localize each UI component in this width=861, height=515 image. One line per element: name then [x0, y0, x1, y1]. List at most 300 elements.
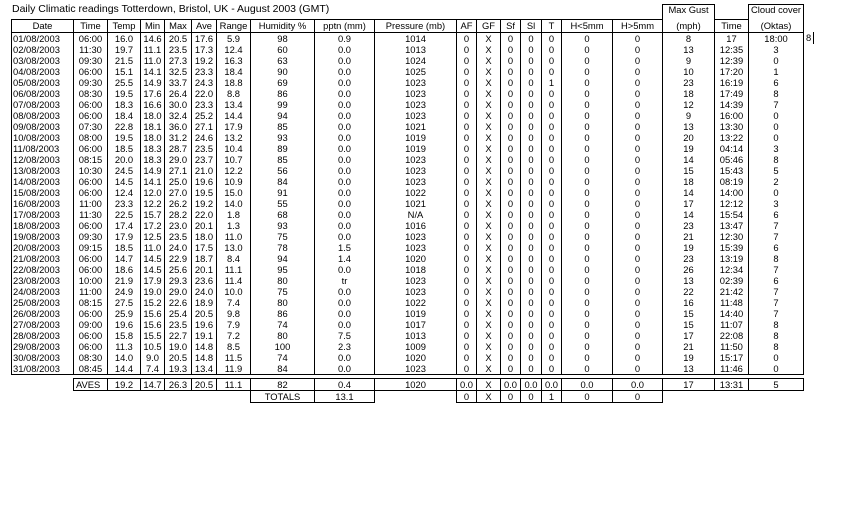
- table-cell: 17.6: [192, 32, 217, 44]
- table-cell: 0: [501, 363, 521, 375]
- table-cell: 0.0: [315, 264, 375, 275]
- table-cell: 08:15: [74, 154, 108, 165]
- table-cell: 94: [251, 253, 315, 264]
- table-cell: 12.2: [217, 165, 251, 176]
- table-cell: 0: [501, 198, 521, 209]
- table-cell: 13.0: [217, 242, 251, 253]
- table-cell: 15:54: [715, 209, 749, 220]
- averages-row: [12, 378, 814, 390]
- empty-cell: [108, 390, 141, 402]
- table-row: [12, 242, 814, 253]
- table-cell: 0: [542, 275, 562, 286]
- table-cell: 17.9: [217, 121, 251, 132]
- table-cell: 0: [542, 55, 562, 66]
- table-cell: 1023: [375, 88, 457, 99]
- max-gust-header: Max Gust: [663, 5, 715, 20]
- table-cell: 0: [457, 319, 477, 330]
- table-cell: 24.3: [192, 77, 217, 88]
- table-cell: 9: [663, 55, 715, 66]
- aves-h_gt5: 0.0: [613, 378, 663, 390]
- col-h-gt5: H>5mm: [613, 19, 663, 32]
- table-row: [12, 286, 814, 297]
- table-row: [12, 77, 814, 88]
- table-cell: 0: [457, 308, 477, 319]
- table-cell: 0: [562, 66, 613, 77]
- table-cell: 04:14: [715, 143, 749, 154]
- aves-h_lt5: 0.0: [562, 378, 613, 390]
- col-pressure: Pressure (mb): [375, 19, 457, 32]
- table-cell: 0: [521, 264, 542, 275]
- table-cell: 11.0: [141, 242, 165, 253]
- table-cell: X: [477, 176, 501, 187]
- table-cell: 0.0: [315, 143, 375, 154]
- table-row: [12, 66, 814, 77]
- table-cell: 0: [501, 165, 521, 176]
- table-cell: 17.6: [141, 88, 165, 99]
- table-cell: 7: [749, 99, 804, 110]
- table-cell: 22/08/2003: [12, 264, 74, 275]
- table-cell: 19.5: [192, 187, 217, 198]
- table-cell: 0: [542, 330, 562, 341]
- table-cell: 0: [521, 297, 542, 308]
- table-cell: 0: [457, 253, 477, 264]
- table-cell: 0: [562, 341, 613, 352]
- table-cell: 15:39: [715, 242, 749, 253]
- aves-sl: 0.0: [521, 378, 542, 390]
- col-max: Max: [165, 19, 192, 32]
- table-cell: X: [477, 242, 501, 253]
- table-cell: 93: [251, 132, 315, 143]
- table-cell: 15: [663, 165, 715, 176]
- table-cell: 0: [501, 32, 521, 44]
- table-cell: 0: [521, 209, 542, 220]
- table-cell: 0: [613, 99, 663, 110]
- table-cell: 12.5: [141, 231, 165, 242]
- table-cell: 0: [521, 99, 542, 110]
- table-cell: 12:34: [715, 264, 749, 275]
- aves-temp: 19.2: [108, 378, 141, 390]
- table-cell: 11.0: [141, 55, 165, 66]
- report-title: Daily Climatic readings Totterdown, Bristol, UK - August 2003 (GMT): [12, 3, 330, 15]
- table-cell: 0: [542, 110, 562, 121]
- table-cell: 84: [251, 176, 315, 187]
- table-cell: 3: [749, 143, 804, 154]
- table-cell: 25.0: [165, 176, 192, 187]
- table-cell: 11.0: [217, 231, 251, 242]
- table-cell: 17.9: [108, 231, 141, 242]
- table-cell: 7.2: [217, 330, 251, 341]
- table-cell: 15: [663, 319, 715, 330]
- totals-af: 0: [457, 390, 477, 402]
- table-cell: 22.0: [192, 209, 217, 220]
- table-cell: 0: [521, 330, 542, 341]
- table-cell: 0: [521, 88, 542, 99]
- table-cell: 8: [749, 319, 804, 330]
- table-cell: 20.5: [192, 308, 217, 319]
- table-cell: 36.0: [165, 121, 192, 132]
- table-cell: 22: [663, 286, 715, 297]
- table-cell: 9.8: [217, 308, 251, 319]
- table-cell: 0: [457, 330, 477, 341]
- table-cell: 10.0: [217, 286, 251, 297]
- table-cell: 8: [749, 253, 804, 264]
- table-cell: 0: [562, 330, 613, 341]
- table-cell: 0: [501, 319, 521, 330]
- table-cell: 14:39: [715, 99, 749, 110]
- table-cell: 0: [501, 110, 521, 121]
- table-row: [12, 220, 814, 231]
- table-cell: 1023: [375, 275, 457, 286]
- table-cell: 18.0: [141, 110, 165, 121]
- table-cell: 22.9: [165, 253, 192, 264]
- table-cell: 1023: [375, 99, 457, 110]
- table-cell: 20: [663, 132, 715, 143]
- col-t: T: [542, 19, 562, 32]
- table-cell: 13: [663, 363, 715, 375]
- table-cell: 13:47: [715, 220, 749, 231]
- table-cell: 100: [251, 341, 315, 352]
- col-date: Date: [12, 19, 74, 32]
- table-cell: 09/08/2003: [12, 121, 74, 132]
- table-cell: X: [477, 165, 501, 176]
- table-cell: 22.8: [108, 121, 141, 132]
- table-cell: 0: [521, 242, 542, 253]
- table-cell: 29.3: [165, 275, 192, 286]
- table-cell: 19.6: [192, 319, 217, 330]
- table-cell: 8: [749, 154, 804, 165]
- table-cell: 0: [542, 264, 562, 275]
- col-gust-unit: (mph): [663, 19, 715, 32]
- table-cell: 7.9: [217, 319, 251, 330]
- table-cell: 08/08/2003: [12, 110, 74, 121]
- totals-row: [12, 390, 814, 402]
- table-cell: 6: [749, 242, 804, 253]
- table-cell: X: [477, 55, 501, 66]
- table-cell: 0: [501, 341, 521, 352]
- table-cell: 0: [521, 231, 542, 242]
- table-cell: 02/08/2003: [12, 44, 74, 55]
- table-cell: X: [477, 220, 501, 231]
- table-cell: 0: [542, 198, 562, 209]
- table-cell: 0: [613, 154, 663, 165]
- table-cell: 0: [613, 143, 663, 154]
- table-cell: 18: [663, 176, 715, 187]
- table-cell: 24/08/2003: [12, 286, 74, 297]
- table-cell: 11:30: [74, 209, 108, 220]
- table-row: [12, 275, 814, 286]
- table-cell: X: [477, 198, 501, 209]
- table-cell: 1013: [375, 330, 457, 341]
- table-cell: 17.2: [141, 220, 165, 231]
- table-cell: 22.6: [165, 297, 192, 308]
- table-cell: 11.3: [108, 341, 141, 352]
- table-cell: 0: [562, 220, 613, 231]
- table-cell: 16: [663, 297, 715, 308]
- table-cell: 90: [251, 66, 315, 77]
- table-cell: 25.5: [108, 77, 141, 88]
- table-cell: 0: [613, 209, 663, 220]
- table-cell: 63: [251, 55, 315, 66]
- table-cell: 31.2: [165, 132, 192, 143]
- table-cell: 0: [562, 32, 613, 44]
- table-cell: 0: [521, 198, 542, 209]
- table-cell: 0: [613, 264, 663, 275]
- table-cell: 0: [613, 121, 663, 132]
- table-cell: 0: [521, 154, 542, 165]
- empty-cell: [12, 378, 74, 390]
- table-cell: 10:00: [74, 275, 108, 286]
- table-cell: 19.7: [108, 44, 141, 55]
- table-cell: 0: [613, 341, 663, 352]
- table-cell: X: [477, 253, 501, 264]
- table-cell: 14: [663, 209, 715, 220]
- table-cell: 21.0: [192, 165, 217, 176]
- table-cell: 8: [749, 341, 804, 352]
- table-cell: 25.2: [192, 110, 217, 121]
- table-cell: 1020: [375, 253, 457, 264]
- table-cell: 0: [562, 253, 613, 264]
- table-cell: 0: [521, 253, 542, 264]
- table-cell: 23.5: [165, 319, 192, 330]
- table-cell: 0: [613, 253, 663, 264]
- table-row: [12, 352, 814, 363]
- table-cell: 1017: [375, 319, 457, 330]
- table-cell: 0: [613, 110, 663, 121]
- table-cell: X: [477, 275, 501, 286]
- table-cell: 1023: [375, 242, 457, 253]
- table-cell: 0: [457, 286, 477, 297]
- table-cell: 0: [457, 231, 477, 242]
- table-cell: 18.1: [141, 121, 165, 132]
- table-cell: 17.9: [141, 275, 165, 286]
- aves-cloud: 5: [749, 378, 804, 390]
- table-cell: 15.1: [108, 66, 141, 77]
- table-cell: 0: [501, 66, 521, 77]
- table-cell: 0: [749, 132, 804, 143]
- table-cell: 20/08/2003: [12, 242, 74, 253]
- table-cell: 99: [251, 99, 315, 110]
- table-cell: 0.0: [315, 308, 375, 319]
- table-cell: 0: [749, 110, 804, 121]
- table-cell: 09:15: [74, 242, 108, 253]
- table-cell: 0: [501, 264, 521, 275]
- table-cell: 75: [251, 286, 315, 297]
- table-cell: 0.0: [315, 66, 375, 77]
- table-cell: 17:49: [715, 88, 749, 99]
- table-cell: 11.1: [141, 44, 165, 55]
- table-cell: 80: [251, 275, 315, 286]
- table-cell: X: [477, 341, 501, 352]
- table-cell: 0: [542, 32, 562, 44]
- table-cell: 0: [521, 55, 542, 66]
- table-cell: 13:19: [715, 253, 749, 264]
- table-cell: 17: [715, 32, 749, 44]
- table-cell: 6: [749, 275, 804, 286]
- table-cell: 23.3: [192, 66, 217, 77]
- table-cell: 7: [749, 286, 804, 297]
- totals-t: 1: [542, 390, 562, 402]
- table-cell: 14.6: [141, 32, 165, 44]
- table-cell: 56: [251, 165, 315, 176]
- table-cell: 0.0: [315, 297, 375, 308]
- table-cell: 1022: [375, 187, 457, 198]
- table-cell: 08:00: [74, 132, 108, 143]
- table-cell: X: [477, 32, 501, 44]
- table-cell: 06:00: [74, 220, 108, 231]
- table-row: [12, 319, 814, 330]
- table-cell: 5.9: [217, 32, 251, 44]
- table-cell: 0: [542, 132, 562, 143]
- table-cell: X: [477, 66, 501, 77]
- table-cell: 12.4: [217, 44, 251, 55]
- table-row: [12, 198, 814, 209]
- col-sl: Sl: [521, 19, 542, 32]
- table-cell: 14.5: [108, 176, 141, 187]
- table-cell: 0: [501, 275, 521, 286]
- table-cell: 26: [663, 264, 715, 275]
- table-cell: 0: [457, 55, 477, 66]
- table-cell: 0.0: [315, 198, 375, 209]
- table-row: [12, 308, 814, 319]
- table-cell: 55: [251, 198, 315, 209]
- table-cell: 0: [457, 132, 477, 143]
- table-cell: 14.4: [217, 110, 251, 121]
- table-cell: 15.2: [141, 297, 165, 308]
- table-cell: 11:07: [715, 319, 749, 330]
- table-cell: 22.7: [165, 330, 192, 341]
- table-row: [12, 209, 814, 220]
- table-cell: X: [477, 286, 501, 297]
- table-cell: 86: [251, 88, 315, 99]
- table-cell: 23.3: [192, 99, 217, 110]
- table-cell: 05:46: [715, 154, 749, 165]
- table-cell: 08:30: [74, 352, 108, 363]
- table-cell: 18.6: [108, 264, 141, 275]
- table-cell: 0.0: [315, 99, 375, 110]
- table-row: [12, 132, 814, 143]
- table-row: [12, 110, 814, 121]
- table-cell: 0.0: [315, 363, 375, 375]
- table-cell: X: [477, 363, 501, 375]
- table-cell: 0.0: [315, 286, 375, 297]
- table-cell: X: [477, 319, 501, 330]
- table-cell: 0: [521, 352, 542, 363]
- table-cell: 0: [457, 352, 477, 363]
- table-cell: 85: [251, 121, 315, 132]
- col-time2: Time: [715, 19, 749, 32]
- totals-label: TOTALS: [251, 390, 315, 402]
- table-cell: 0: [613, 330, 663, 341]
- table-cell: 16.6: [141, 99, 165, 110]
- table-cell: 8.5: [217, 341, 251, 352]
- table-cell: 0: [501, 330, 521, 341]
- table-cell: 85: [251, 154, 315, 165]
- table-cell: 28/08/2003: [12, 330, 74, 341]
- table-cell: 06:00: [74, 341, 108, 352]
- table-cell: 12/08/2003: [12, 154, 74, 165]
- table-cell: 14.1: [141, 176, 165, 187]
- table-cell: 0: [457, 77, 477, 88]
- table-row: [12, 121, 814, 132]
- table-cell: 25/08/2003: [12, 297, 74, 308]
- table-row: [12, 264, 814, 275]
- table-cell: 0: [521, 286, 542, 297]
- table-row: [12, 341, 814, 352]
- table-cell: 0: [521, 143, 542, 154]
- table-cell: 06:00: [74, 264, 108, 275]
- table-cell: 0: [613, 231, 663, 242]
- table-cell: 0: [613, 132, 663, 143]
- table-cell: 0: [457, 154, 477, 165]
- table-row: [12, 330, 814, 341]
- table-cell: 23.3: [108, 198, 141, 209]
- table-cell: 06:00: [74, 143, 108, 154]
- table-cell: X: [477, 209, 501, 220]
- table-cell: 0: [562, 55, 613, 66]
- table-cell: 17: [663, 198, 715, 209]
- table-cell: 1025: [375, 66, 457, 77]
- table-cell: 0: [542, 209, 562, 220]
- table-cell: 7: [749, 308, 804, 319]
- table-cell: 22.0: [192, 88, 217, 99]
- table-cell: 0: [501, 231, 521, 242]
- empty-cell: [217, 390, 251, 402]
- table-cell: 0: [613, 198, 663, 209]
- table-cell: 27/08/2003: [12, 319, 74, 330]
- table-cell: 19.0: [141, 286, 165, 297]
- table-cell: 86: [251, 308, 315, 319]
- table-cell: 1013: [375, 44, 457, 55]
- table-cell: 0: [542, 176, 562, 187]
- table-cell: 0: [542, 286, 562, 297]
- aves-humidity: 82: [251, 378, 315, 390]
- table-cell: 30/08/2003: [12, 352, 74, 363]
- table-cell: X: [477, 110, 501, 121]
- table-cell: 01/08/2003: [12, 32, 74, 44]
- table-cell: X: [477, 330, 501, 341]
- table-cell: 13: [663, 44, 715, 55]
- table-cell: 1.4: [315, 253, 375, 264]
- table-cell: 7: [749, 231, 804, 242]
- table-cell: 23: [663, 253, 715, 264]
- table-cell: 03/08/2003: [12, 55, 74, 66]
- table-cell: 26.2: [165, 198, 192, 209]
- table-cell: 11:00: [74, 286, 108, 297]
- table-cell: 15:17: [715, 352, 749, 363]
- table-cell: N/A: [375, 209, 457, 220]
- table-cell: 02:39: [715, 275, 749, 286]
- table-cell: 0: [613, 55, 663, 66]
- table-cell: 26/08/2003: [12, 308, 74, 319]
- table-cell: 18.7: [192, 253, 217, 264]
- table-cell: 14.5: [141, 253, 165, 264]
- table-cell: 0: [542, 44, 562, 55]
- col-pptn: pptn (mm): [315, 19, 375, 32]
- table-cell: 14.4: [108, 363, 141, 375]
- aves-sf: 0.0: [501, 378, 521, 390]
- table-cell: 0.0: [315, 352, 375, 363]
- table-cell: 24.0: [192, 286, 217, 297]
- table-cell: X: [477, 297, 501, 308]
- table-cell: 0.0: [315, 132, 375, 143]
- table-cell: 0: [521, 165, 542, 176]
- table-cell: 12:30: [715, 231, 749, 242]
- table-cell: 6: [749, 77, 804, 88]
- table-cell: 1023: [375, 176, 457, 187]
- table-cell: 0: [501, 99, 521, 110]
- table-cell: 20.5: [165, 32, 192, 44]
- table-cell: 06:00: [74, 187, 108, 198]
